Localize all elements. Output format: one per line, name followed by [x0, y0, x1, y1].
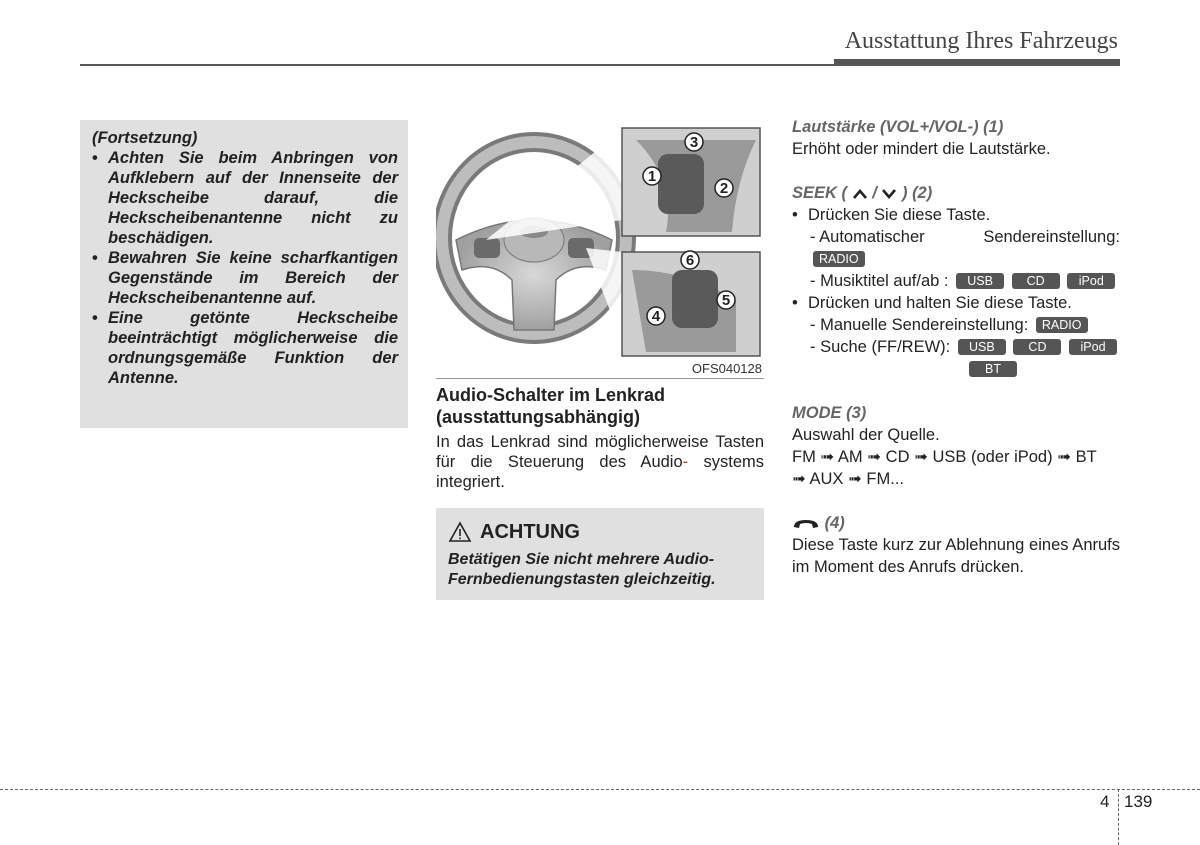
callout-4: 4: [651, 308, 661, 325]
warning-triangle-icon: [448, 521, 472, 543]
note-item: • Achten Sie beim Anbringen von Aufklebern auf der Innenseite der Heckscheibe darauf, die Heckscheibenantenne nicht zu beschädigen.: [92, 148, 398, 248]
volume-heading: Lautstärke (VOL+/VOL-) (1): [792, 118, 1004, 136]
section-body: [436, 432, 764, 492]
volume-text: Erhöht oder mindert die Lautstärke.: [792, 140, 1051, 158]
section-body-hyphen: -: [682, 453, 689, 471]
figure-code: OFS040128: [691, 361, 762, 376]
seek-track-label: - Musiktitel auf/ab :: [810, 272, 949, 290]
seek-track-line: [792, 270, 1120, 292]
section-heading: Audio-Schalter im Lenkrad (ausstattungsabhängig): [436, 385, 666, 427]
chevron-down-icon: [881, 188, 897, 200]
badge-cd: CD: [1013, 339, 1061, 355]
phone-text: Diese Taste kurz zur Ablehnung eines Anrufs im Moment des Anrufs drücken.: [792, 536, 1120, 576]
badge-ipod: iPod: [1067, 273, 1115, 289]
caution-header: [448, 518, 752, 546]
seek-press-bullet: • Drücken Sie diese Taste.: [792, 204, 1120, 226]
callout-3: 3: [689, 134, 699, 151]
mode-sequence-2: ➟ AUX ➟ FM...: [792, 470, 904, 488]
seek-auto-right: Sendereinstellung:: [983, 228, 1120, 246]
caution-box: [436, 508, 764, 600]
caution-title: ACHTUNG: [480, 520, 580, 543]
seek-heading-mid: /: [872, 184, 877, 202]
mode-text: Auswahl der Quelle.: [792, 426, 940, 444]
seek-manual-label: - Manuelle Sendereinstellung:: [810, 316, 1029, 334]
chapter-number: 4: [1100, 792, 1110, 811]
seek-heading: [792, 182, 1120, 204]
callout-6: 6: [685, 252, 695, 269]
page-header-title: Ausstattung Ihres Fahrzeugs: [844, 28, 1118, 54]
badge-radio: RADIO: [813, 251, 865, 267]
caution-text: Betätigen Sie nicht mehrere Audio-Fernbedienungstasten gleichzeitig.: [448, 551, 716, 588]
section-body-part1: In das Lenkrad sind möglicherweise Tasten für die Steuerung des Audio: [436, 433, 764, 471]
note-title: (Fortsetzung): [92, 129, 198, 147]
callout-2: 2: [719, 180, 729, 197]
seek-manual-line: [792, 314, 1120, 336]
seek-heading-post: ) (2): [901, 184, 933, 202]
phone-heading: [792, 512, 1120, 534]
header-rule-accent: [834, 59, 1120, 66]
seek-auto-line: [792, 226, 1120, 248]
badge-usb: USB: [956, 273, 1004, 289]
badge-radio: RADIO: [1036, 317, 1088, 333]
seek-search-bt: [792, 358, 1120, 380]
callout-1: 1: [647, 168, 657, 185]
mode-sequence-1: FM ➟ AM ➟ CD ➟ USB (oder iPod) ➟ BT: [792, 448, 1097, 466]
badge-bt: BT: [969, 361, 1017, 377]
page-number: 139: [1124, 792, 1153, 811]
badge-cd: CD: [1012, 273, 1060, 289]
continuation-note: [80, 120, 408, 428]
seek-auto-badges: [792, 248, 1120, 270]
seek-heading-pre: SEEK (: [792, 184, 848, 202]
note-item: • Eine getönte Heckscheibe beeinträchtigt möglicherweise die ordnungsgemäße Funktion der Antenne.: [92, 308, 398, 388]
badge-usb: USB: [958, 339, 1006, 355]
seek-search-label: - Suche (FF/REW):: [810, 338, 951, 356]
note-list: [92, 148, 398, 388]
section-body-part2: systems integriert.: [436, 453, 764, 491]
steering-wheel-illustration: [436, 120, 764, 360]
seek-hold-bullet: • Drücken und halten Sie diese Taste.: [792, 292, 1120, 314]
badge-ipod: iPod: [1069, 339, 1117, 355]
phone-hangup-icon: [792, 517, 820, 531]
footer-divider: [1118, 789, 1119, 845]
note-item: • Bewahren Sie keine scharfkantigen Gegenstände im Bereich der Heckscheibenantenne auf.: [92, 248, 398, 308]
phone-heading-label: (4): [824, 514, 845, 532]
seek-search-line: [792, 336, 1120, 358]
mode-heading: MODE (3): [792, 404, 867, 422]
callout-5: 5: [721, 292, 731, 309]
steering-wheel-figure: [436, 120, 764, 379]
right-column: [792, 116, 1120, 578]
chevron-up-icon: [852, 188, 868, 200]
footer-rule: [0, 789, 1200, 790]
seek-auto-left: - Automatischer: [810, 228, 925, 246]
